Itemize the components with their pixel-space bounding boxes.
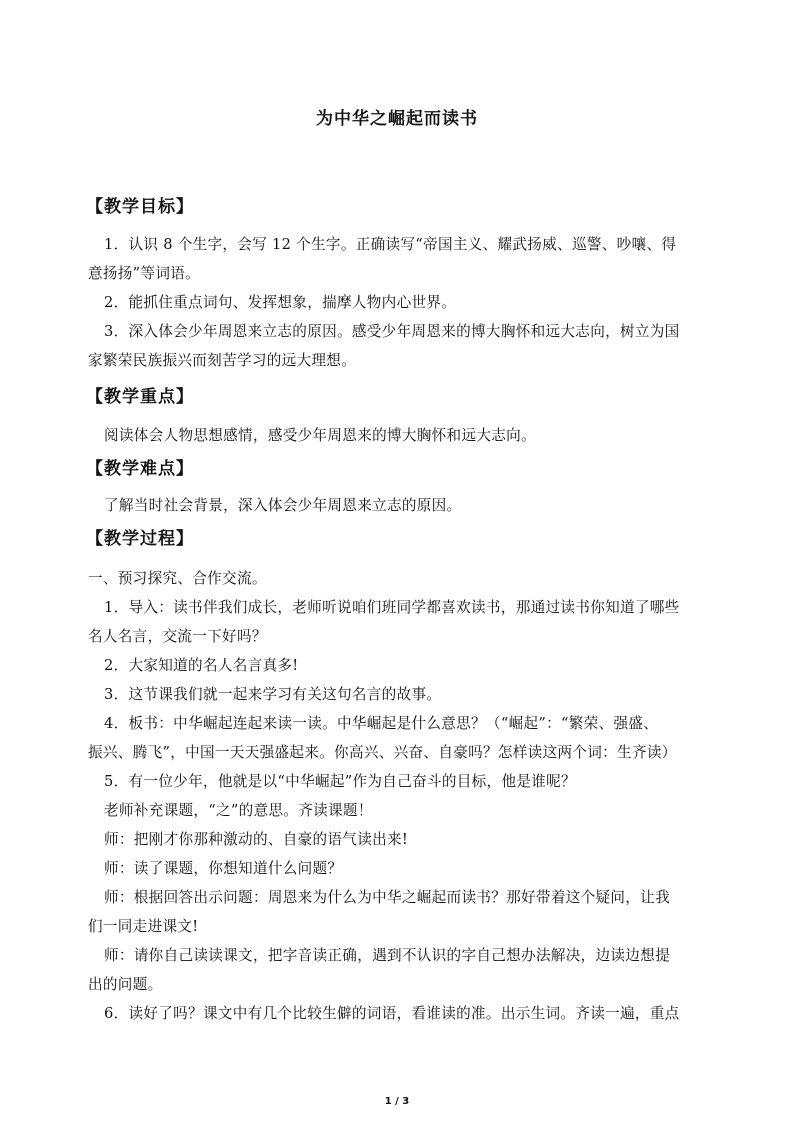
process-line-10: 师：把刚才你那种激动的、自豪的语气读出来!: [104, 831, 409, 848]
process-line-3: 名人名言，交流一下好吗？: [88, 628, 267, 645]
heading-key-points: 【教学重点】: [86, 387, 194, 407]
process-line-11: 师：读了课题，你想知道什么问题？: [104, 860, 343, 877]
goals-line-3: 2．能抓住重点词句、发挥想象，揣摩人物内心世界。: [104, 294, 457, 311]
process-line-8: 5．有一位少年，他就是以“中华崛起”作为自己奋斗的目标，他是谁呢？: [104, 773, 576, 790]
process-line-16: 6．读好了吗？课文中有几个比较生僻的词语，看谁读的准。出示生词。齐读一遍，重点: [104, 1005, 680, 1022]
process-line-5: 3．这节课我们就一起来学习有关这句名言的故事。: [104, 686, 442, 703]
key-points-line-1: 阅读体会人物思想感情，感受少年周恩来的博大胸怀和远大志向。: [104, 427, 536, 444]
difficulties-line-1: 了解当时社会背景，深入体会少年周恩来立志的原因。: [104, 497, 462, 514]
process-line-7: 振兴、腾飞”，中国一天天强盛起来。你高兴、兴奋、自豪吗？怎样读这两个词：生齐读）: [88, 744, 677, 761]
goals-line-2: 意扬扬”等词语。: [88, 265, 201, 282]
process-line-13: 们一同走进课文!: [88, 918, 199, 935]
heading-teaching-goals: 【教学目标】: [86, 197, 194, 217]
heading-difficulties: 【教学难点】: [86, 459, 194, 479]
process-line-4: 2．大家知道的名人名言真多!: [104, 657, 299, 674]
goals-line-5: 家繁荣民族振兴而刻苦学习的远大理想。: [88, 352, 357, 369]
page-title: 为中华之崛起而读书: [316, 109, 478, 129]
process-line-2: 1．导入：读书伴我们成长，老师听说咱们班同学都喜欢读书，那通过读书你知道了哪些: [104, 599, 680, 616]
heading-process: 【教学过程】: [86, 529, 194, 549]
process-line-9: 老师补充课题，“之”的意思。齐读课题！: [104, 802, 373, 819]
process-line-12: 师：根据回答出示问题：周恩来为什么为中华之崛起而读书？那好带着这个疑问，让我: [104, 889, 670, 906]
process-line-1: 一、预习探究、合作交流。: [88, 570, 267, 587]
goals-line-1: 1．认识 8 个生字，会写 12 个生字。正确读写“帝国主义、耀武扬威、巡警、吵嚷、得: [104, 236, 677, 253]
process-line-14: 师：请你自己读读课文，把字音读正确，遇到不认识的字自己想办法解决，边读边想提: [104, 947, 670, 964]
process-line-15: 出的问题。: [88, 976, 163, 993]
page-number: 1 / 3: [384, 1096, 410, 1107]
process-line-6: 4．板书：中华崛起连起来读一读。中华崛起是什么意思？（“崛起”：“繁荣、强盛、: [104, 715, 659, 732]
goals-line-4: 3．深入体会少年周恩来立志的原因。感受少年周恩来的博大胸怀和远大志向，树立为国: [104, 323, 680, 340]
